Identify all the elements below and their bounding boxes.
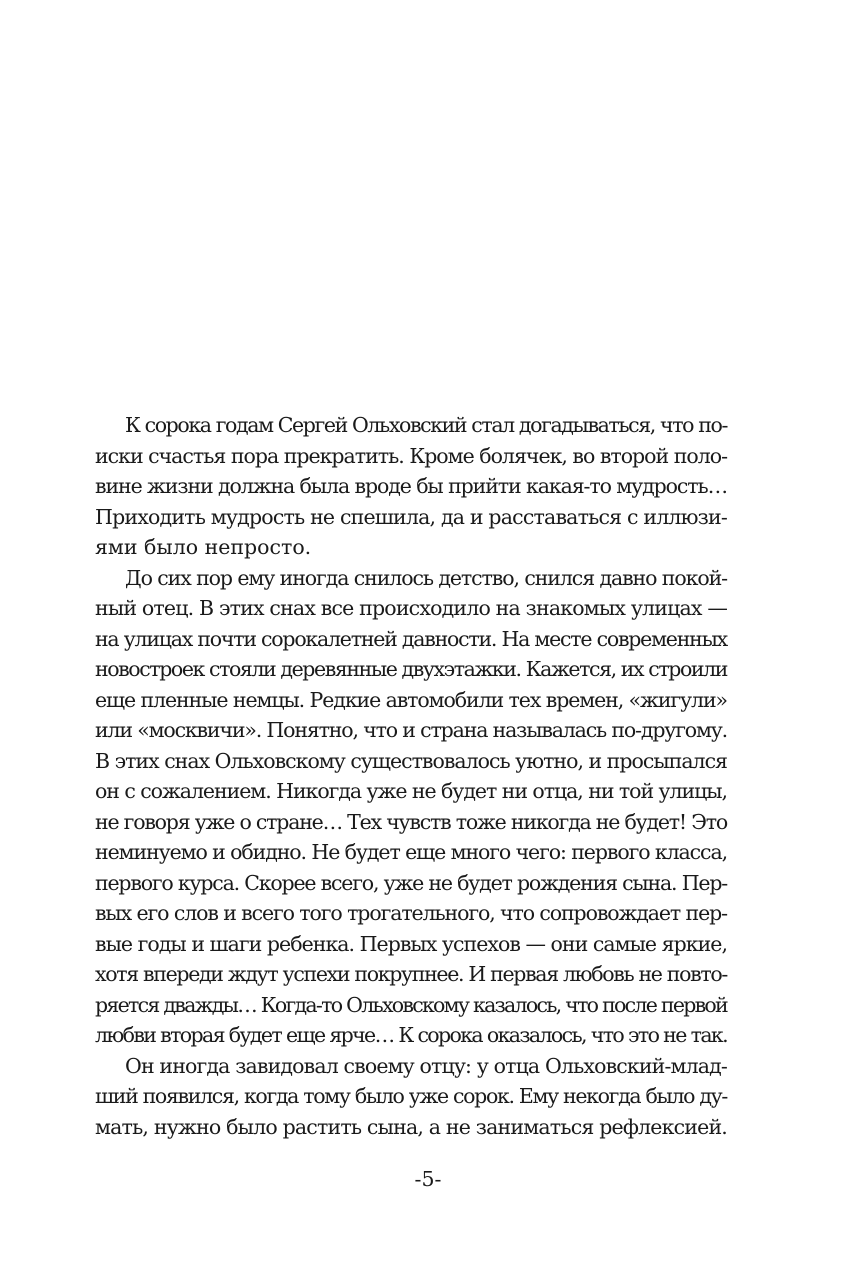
text-line: вине жизни должна была вроде бы прийти какая-то мудрость…	[95, 474, 727, 498]
text-line: или «москвичи». Понятно, что и страна называлась по-другому.	[95, 718, 727, 742]
text-line: вые годы и шаги ребенка. Первых успехов — они самые яркие,	[95, 931, 727, 956]
text-line: ный отец. В этих снах все происходило на знакомых улицах —	[95, 596, 727, 620]
page-number: -5-	[414, 1167, 442, 1191]
body-text	[95, 410, 727, 1142]
text-line: К сорока годам Сергей Ольховский стал догадываться, что по-	[125, 413, 727, 437]
text-line: он с сожалением. Никогда уже не будет ни отца, ни той улицы,	[95, 779, 727, 803]
text-line: В этих снах Ольховскому существовалось уютно, и просыпался	[95, 748, 727, 773]
text-line: ряется дважды… Когда-то Ольховскому казалось, что после первой	[95, 992, 727, 1017]
text-line: не говоря уже о стране… Тех чувств тоже никогда не будет! Это	[95, 809, 727, 834]
text-line: ями было непросто.	[95, 535, 312, 559]
text-line: иски счастья пора прекратить. Кроме болячек, во второй поло-	[95, 443, 727, 468]
text-line: мать, нужно было растить сына, а не заниматься рефлексией.	[95, 1114, 727, 1139]
text-line: До сих пор ему иногда снилось детство, снился давно покой-	[125, 565, 727, 590]
text-line: новостроек стояли деревянные двухэтажки. Кажется, их строили	[95, 657, 727, 681]
text-line: еще пленные немцы. Редкие автомобили тех времен, «жигули»	[95, 687, 727, 712]
text-line: неминуемо и обидно. Не будет еще много чего: первого класса,	[95, 840, 727, 864]
text-line: хотя впереди ждут успехи покрупнее. И первая любовь не повто-	[95, 962, 727, 986]
text-line: на улицах почти сорокалетней давности. На месте современных	[95, 626, 727, 651]
text-line: вых его слов и всего того трогательного, что сопровождает пер-	[95, 901, 727, 925]
text-line: первого курса. Скорее всего, уже не будет рождения сына. Пер-	[95, 870, 727, 895]
text-line: ший появился, когда тому было уже сорок. Ему некогда было ду-	[95, 1084, 727, 1108]
text-line: Он иногда завидовал своему отцу: у отца Ольховский-млад-	[125, 1053, 727, 1078]
text-line: любви вторая будет еще ярче… К сорока оказалось, что это не так.	[95, 1023, 727, 1047]
text-line: Приходить мудрость не спешила, да и расставаться с иллюзи-	[95, 504, 727, 529]
